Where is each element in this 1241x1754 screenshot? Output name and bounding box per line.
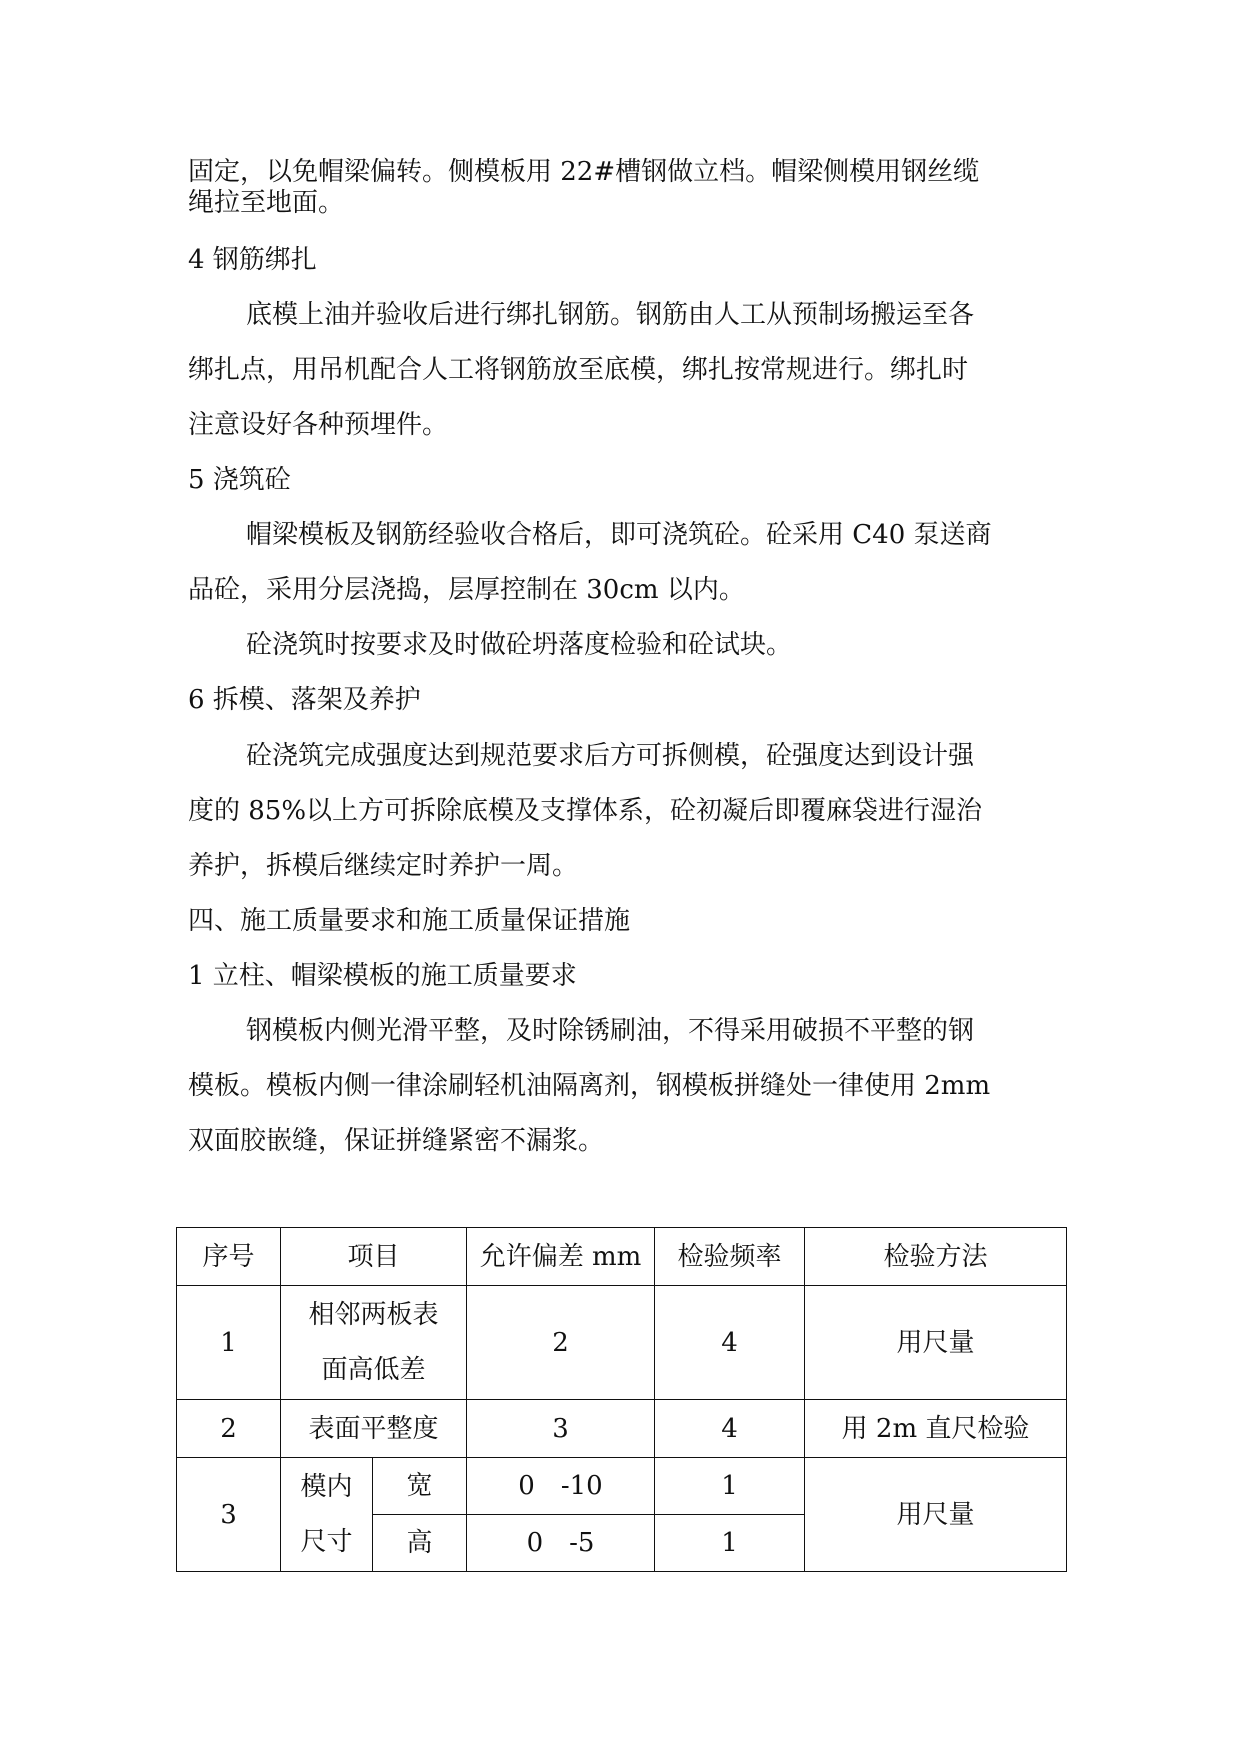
- table-cell: 3: [467, 1400, 655, 1458]
- paragraph-line: [188, 183, 344, 223]
- header-cell: 序号: [177, 1228, 281, 1286]
- table-cell: 宽: [373, 1458, 467, 1515]
- heading-5: 5 浇筑砼: [188, 465, 291, 495]
- text-line-8: 砼浇筑时按要求及时做砼坍落度检验和砼试块。: [246, 630, 793, 660]
- text-line-4: 绑扎点，用吊机配合人工将钢筋放至底模，绑扎按常规进行。绑扎时: [188, 355, 969, 385]
- heading-chapter-4: 四、施工质量要求和施工质量保证措施: [188, 906, 631, 936]
- table-cell: [281, 1458, 373, 1572]
- paragraph-line: [246, 295, 974, 335]
- header-cell: 检验频率: [655, 1228, 805, 1286]
- header-cell: 项目: [281, 1228, 467, 1286]
- paragraph-line: [188, 791, 982, 831]
- paragraph-line: [188, 846, 578, 886]
- paragraph-line: [188, 1121, 604, 1161]
- text-line-6: 帽梁模板及钢筋经验收合格后，即可浇筑砼。砼采用 C40 泵送商: [246, 520, 992, 550]
- table-cell: 2: [177, 1400, 281, 1458]
- paragraph-line: [246, 515, 992, 555]
- paragraph-line: [188, 405, 448, 445]
- text-line-2: 绳拉至地面。: [188, 188, 345, 218]
- table-cell: 1: [655, 1458, 805, 1515]
- table-row: [177, 1458, 1067, 1515]
- section-heading: [188, 680, 421, 720]
- paragraph-line: [188, 350, 968, 390]
- text-line-10: 度的 85%以上方可拆除底模及支撑体系，砼初凝后即覆麻袋进行湿治: [188, 796, 983, 826]
- header-cell: 允许偏差 mm: [467, 1228, 655, 1286]
- table-cell: 0 -5: [467, 1515, 655, 1572]
- heading-6: 6 拆模、落架及养护: [188, 685, 421, 715]
- header-cell: 检验方法: [805, 1228, 1067, 1286]
- table-row: [177, 1286, 1067, 1400]
- text-line-14: 双面胶嵌缝，保证拼缝紧密不漏浆。: [188, 1126, 605, 1156]
- heading-4: 4 钢筋绑扎: [188, 245, 317, 275]
- table-cell: 用 2m 直尺检验: [805, 1400, 1067, 1458]
- table-cell: 3: [177, 1458, 281, 1572]
- item-line: 模内: [300, 1471, 353, 1502]
- table-cell: 用尺量: [805, 1286, 1067, 1400]
- text-line-9: 砼浇筑完成强度达到规范要求后方可拆侧模，砼强度达到设计强: [246, 741, 975, 771]
- paragraph-line: [188, 1066, 990, 1106]
- item-line: 尺寸: [300, 1526, 353, 1557]
- table-row: [177, 1400, 1067, 1458]
- table-cell: 4: [655, 1286, 805, 1400]
- paragraph-line: [246, 736, 974, 776]
- text-line-1: 固定，以免帽梁偏转。侧模板用 22#槽钢做立档。帽梁侧模用钢丝缆: [188, 157, 980, 187]
- text-line-13: 模板。模板内侧一律涂刷轻机油隔离剂，钢模板拼缝处一律使用 2mm: [188, 1071, 991, 1101]
- section-heading: [188, 956, 577, 996]
- table-cell: 用尺量: [805, 1458, 1067, 1572]
- item-line: 面高低差: [321, 1354, 426, 1385]
- section-heading: [188, 240, 317, 280]
- text-line-7: 品砼，采用分层浇捣，层厚控制在 30cm 以内。: [188, 575, 745, 605]
- text-line-12: 钢模板内侧光滑平整，及时除锈刷油，不得采用破损不平整的钢: [246, 1016, 975, 1046]
- section-heading: [188, 460, 291, 500]
- heading-1: 1 立柱、帽梁模板的施工质量要求: [188, 961, 577, 991]
- table-cell: [281, 1286, 467, 1400]
- paragraph-line: [246, 1011, 974, 1051]
- table-cell: 高: [373, 1515, 467, 1572]
- table-cell: 4: [655, 1400, 805, 1458]
- table-cell: 0 -10: [467, 1458, 655, 1515]
- table-header-row: [177, 1228, 1067, 1286]
- text-line-3: 底模上油并验收后进行绑扎钢筋。钢筋由人工从预制场搬运至各: [246, 300, 975, 330]
- table-cell: 2: [467, 1286, 655, 1400]
- table-cell: 1: [177, 1286, 281, 1400]
- paragraph-line: [246, 625, 792, 665]
- quality-requirements-table: [176, 1227, 1067, 1572]
- paragraph-line: [188, 570, 745, 610]
- item-line: 相邻两板表: [308, 1299, 439, 1330]
- text-line-11: 养护，拆模后继续定时养护一周。: [188, 851, 579, 881]
- text-line-5: 注意设好各种预埋件。: [188, 410, 449, 440]
- chapter-heading: [188, 901, 630, 941]
- table-cell: 1: [655, 1515, 805, 1572]
- table-cell: 表面平整度: [281, 1400, 467, 1458]
